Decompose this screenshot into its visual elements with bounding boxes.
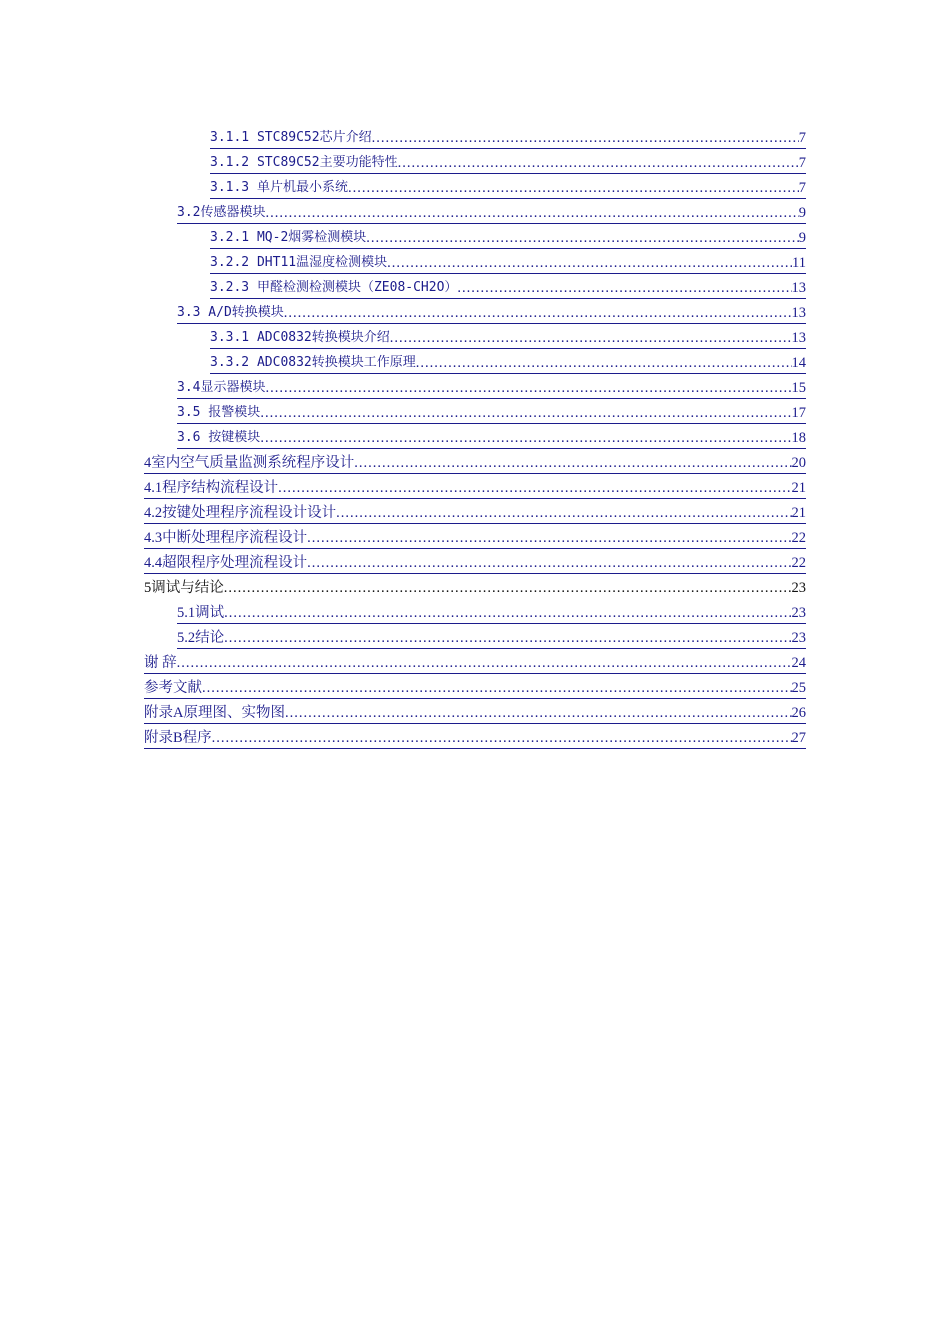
toc-entry-page: 15 — [791, 380, 806, 396]
toc-leader — [265, 379, 791, 398]
toc-entry-3-2-2[interactable] — [210, 249, 806, 274]
toc-leader — [278, 479, 791, 498]
toc-leader — [336, 504, 791, 523]
toc-entry-3-3[interactable] — [177, 299, 806, 324]
toc-leader — [224, 629, 791, 648]
toc-entry-3-6[interactable] — [177, 424, 806, 449]
toc-entry-title: 3.3 A/D转换模块 — [177, 305, 284, 320]
toc-leader — [284, 304, 792, 323]
toc-leader — [390, 329, 792, 348]
toc-entry-title: 4.4超限程序处理流程设计 — [144, 555, 308, 571]
toc-entry-page: 22 — [791, 555, 806, 571]
toc-entry-3-2-1[interactable] — [210, 224, 806, 249]
toc-entry-page: 13 — [791, 280, 806, 296]
toc-entry-page: 7 — [798, 180, 806, 196]
toc-entry-page: 23 — [791, 630, 806, 646]
toc-entry-page: 7 — [798, 155, 806, 171]
toc-entry-title: 3.2.2 DHT11温湿度检测模块 — [210, 255, 388, 270]
toc-entry-title: 3.3.2 ADC0832转换模块工作原理 — [210, 355, 416, 370]
toc-entry-page: 13 — [791, 330, 806, 346]
toc-entry-title: 3.6 按键模块 — [177, 430, 261, 445]
toc-entry-page: 18 — [791, 430, 806, 446]
toc-entry-3-3-1[interactable] — [210, 324, 806, 349]
toc-entry-page: 25 — [791, 680, 806, 696]
toc-entry-title: 4.3中断处理程序流程设计 — [144, 530, 308, 546]
toc-leader — [224, 604, 791, 623]
toc-entry-title: 5.2结论 — [177, 630, 225, 646]
toc-entry-4[interactable] — [144, 449, 806, 474]
toc-entry-3-1-2[interactable] — [210, 149, 806, 174]
toc-entry-title: 4室内空气质量监测系统程序设计 — [144, 455, 355, 471]
toc-entry-title: 附录B程序 — [144, 730, 212, 746]
toc-entry-title: 5调试与结论 — [144, 580, 224, 596]
toc-entry-4-4[interactable] — [144, 549, 806, 574]
toc-leader — [224, 579, 792, 598]
toc-leader — [366, 229, 798, 248]
toc-leader — [416, 354, 792, 373]
toc-entry-5 — [144, 574, 806, 598]
toc-leader — [260, 429, 791, 448]
toc-entry-title: 3.3.1 ADC0832转换模块介绍 — [210, 330, 390, 345]
toc-entry-page: 14 — [791, 355, 806, 371]
toc-entry-page: 9 — [798, 205, 806, 221]
toc-entry-title: 3.1.1 STC89C52芯片介绍 — [210, 130, 372, 145]
toc-leader — [372, 129, 799, 148]
toc-entry-3-5[interactable] — [177, 399, 806, 424]
toc-entry-page: 20 — [791, 455, 806, 471]
toc-leader — [307, 529, 791, 548]
toc-entry-appendix-b[interactable] — [144, 724, 806, 749]
toc-entry-3-3-2[interactable] — [210, 349, 806, 374]
toc-entry-5-1[interactable] — [177, 599, 806, 624]
toc-entry-page: 17 — [791, 405, 806, 421]
toc-entry-title: 3.2.1 MQ-2烟雾检测模块 — [210, 230, 367, 245]
toc-entry-title: 参考文献 — [144, 680, 202, 696]
toc-entry-3-1-3[interactable] — [210, 174, 806, 199]
toc-leader — [177, 654, 792, 673]
toc-entry-title: 3.5 报警模块 — [177, 405, 261, 420]
toc-entry-4-1[interactable] — [144, 474, 806, 499]
toc-entry-references[interactable] — [144, 674, 806, 699]
toc-entry-page: 13 — [791, 305, 806, 321]
toc-entry-title: 3.1.3 单片机最小系统 — [210, 180, 348, 195]
toc-entry-3-2[interactable] — [177, 199, 806, 224]
toc-entry-title: 谢 辞 — [144, 655, 177, 671]
toc-entry-title: 3.1.2 STC89C52主要功能特性 — [210, 155, 398, 170]
toc-entry-title: 5.1调试 — [177, 605, 225, 621]
toc-entry-3-2-3[interactable] — [210, 274, 806, 299]
toc-leader — [307, 554, 791, 573]
toc-entry-title: 4.1程序结构流程设计 — [144, 480, 279, 496]
toc-entry-5-2[interactable] — [177, 624, 806, 649]
toc-entry-4-3[interactable] — [144, 524, 806, 549]
toc-entry-4-2[interactable] — [144, 499, 806, 524]
toc-entry-appendix-a[interactable] — [144, 699, 806, 724]
toc-entry-title: 4.2按键处理程序流程设计设计 — [144, 505, 337, 521]
toc-entry-acknowledgements[interactable] — [144, 649, 806, 674]
toc-leader — [457, 279, 791, 298]
toc-entry-page: 24 — [791, 655, 806, 671]
toc-entry-title: 3.2.3 甲醛检测检测模块（ZE08-CH2O） — [210, 280, 458, 295]
toc-entry-page: 23 — [791, 580, 806, 596]
toc-entry-page: 7 — [798, 130, 806, 146]
toc-leader — [285, 704, 792, 723]
toc-leader — [202, 679, 792, 698]
toc-entry-3-1-1[interactable] — [210, 124, 806, 149]
toc-entry-page: 22 — [791, 530, 806, 546]
toc-leader — [387, 254, 792, 273]
toc-leader — [212, 729, 792, 748]
toc-leader — [348, 179, 799, 198]
toc-entry-page: 9 — [798, 230, 806, 246]
toc-entry-page: 11 — [792, 255, 806, 271]
toc-entry-page: 26 — [791, 705, 806, 721]
toc-entry-title: 附录A原理图、实物图 — [144, 705, 285, 721]
toc-entry-page: 21 — [791, 480, 806, 496]
toc-entry-3-4[interactable] — [177, 374, 806, 399]
toc-leader — [260, 404, 791, 423]
toc-leader — [265, 204, 798, 223]
toc-entry-page: 27 — [791, 730, 806, 746]
toc-entry-page: 21 — [791, 505, 806, 521]
toc-leader — [398, 154, 799, 173]
toc-entry-title: 3.2传感器模块 — [177, 205, 266, 220]
toc-leader — [354, 454, 791, 473]
toc-entry-page: 23 — [791, 605, 806, 621]
toc-entry-title: 3.4显示器模块 — [177, 380, 266, 395]
